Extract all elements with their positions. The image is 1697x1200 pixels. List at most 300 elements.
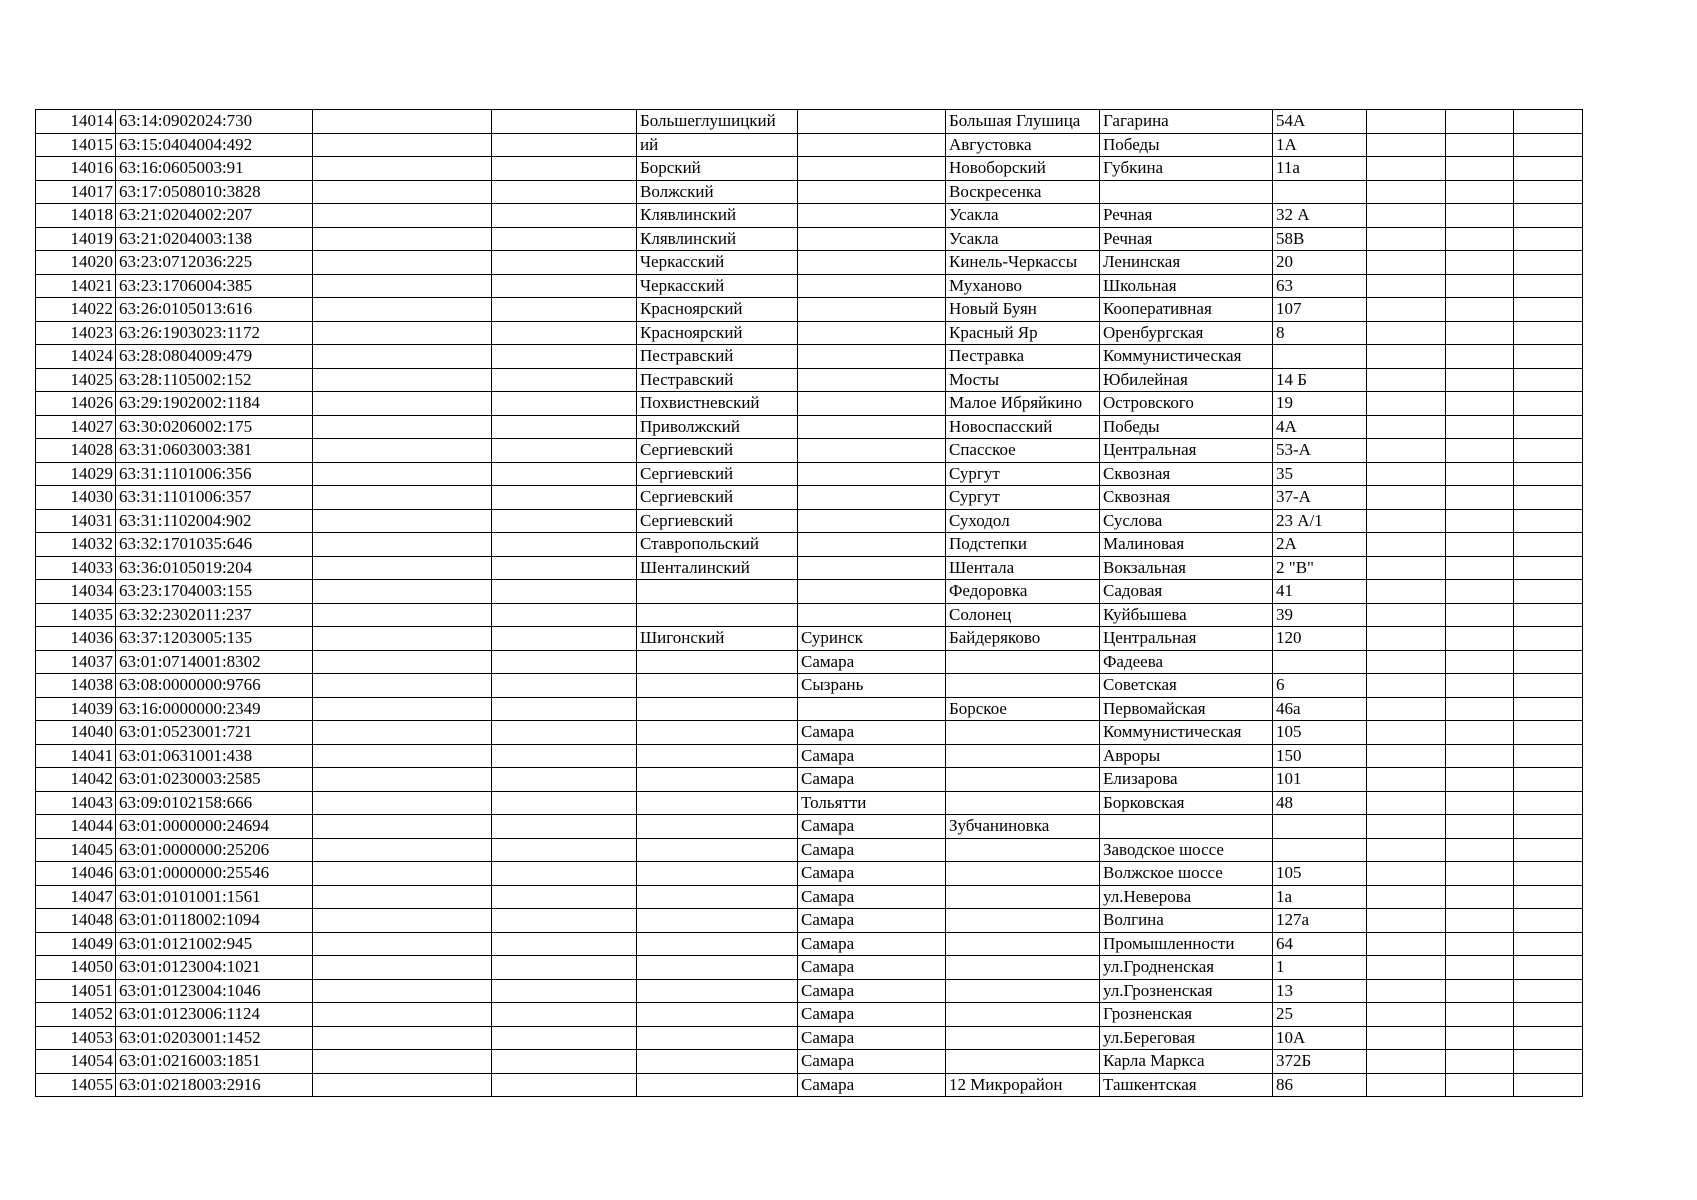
empty-cell-d — [1446, 204, 1514, 228]
district-cell — [637, 1003, 798, 1027]
house-number-cell: 14 Б — [1273, 368, 1367, 392]
empty-cell-d — [1446, 838, 1514, 862]
empty-cell-d — [1446, 157, 1514, 181]
settlement-cell: Суходол — [946, 509, 1100, 533]
district-cell — [637, 650, 798, 674]
empty-cell-d — [1446, 227, 1514, 251]
empty-cell-a — [313, 157, 492, 181]
empty-cell-a — [313, 744, 492, 768]
street-cell: Юбилейная — [1100, 368, 1273, 392]
row-number-cell: 14021 — [36, 274, 116, 298]
row-number-cell: 14017 — [36, 180, 116, 204]
empty-cell-c — [1367, 791, 1446, 815]
empty-cell-a — [313, 627, 492, 651]
settlement-cell: Солонец — [946, 603, 1100, 627]
cadastral-number-cell: 63:36:0105019:204 — [116, 556, 313, 580]
house-number-cell: 39 — [1273, 603, 1367, 627]
city-cell: Самара — [798, 1073, 946, 1097]
house-number-cell: 54А — [1273, 110, 1367, 134]
city-cell: Самара — [798, 650, 946, 674]
settlement-cell — [946, 721, 1100, 745]
table-row — [36, 768, 1583, 792]
empty-cell-e — [1514, 180, 1583, 204]
street-cell: ул.Береговая — [1100, 1026, 1273, 1050]
empty-cell-a — [313, 674, 492, 698]
empty-cell-e — [1514, 251, 1583, 275]
settlement-cell: Шентала — [946, 556, 1100, 580]
row-number-cell: 14054 — [36, 1050, 116, 1074]
empty-cell-e — [1514, 133, 1583, 157]
district-cell: Черкасский — [637, 251, 798, 275]
street-cell: Заводское шоссе — [1100, 838, 1273, 862]
row-number-cell: 14037 — [36, 650, 116, 674]
empty-cell-d — [1446, 1003, 1514, 1027]
empty-cell-b — [492, 110, 637, 134]
empty-cell-c — [1367, 486, 1446, 510]
row-number-cell: 14044 — [36, 815, 116, 839]
street-cell: Сквозная — [1100, 486, 1273, 510]
empty-cell-e — [1514, 298, 1583, 322]
table-row — [36, 345, 1583, 369]
street-cell: Первомайская — [1100, 697, 1273, 721]
table-row — [36, 862, 1583, 886]
row-number-cell: 14041 — [36, 744, 116, 768]
empty-cell-e — [1514, 204, 1583, 228]
empty-cell-b — [492, 298, 637, 322]
empty-cell-c — [1367, 932, 1446, 956]
street-cell: Елизарова — [1100, 768, 1273, 792]
district-cell: Ставропольский — [637, 533, 798, 557]
empty-cell-b — [492, 1026, 637, 1050]
cadastral-number-cell: 63:31:1101006:356 — [116, 462, 313, 486]
cadastral-number-cell: 63:28:0804009:479 — [116, 345, 313, 369]
district-cell: Пестравский — [637, 368, 798, 392]
city-cell: Самара — [798, 1050, 946, 1074]
city-cell — [798, 180, 946, 204]
district-cell — [637, 697, 798, 721]
house-number-cell: 46а — [1273, 697, 1367, 721]
house-number-cell: 120 — [1273, 627, 1367, 651]
settlement-cell: Новый Буян — [946, 298, 1100, 322]
district-cell — [637, 674, 798, 698]
district-cell — [637, 862, 798, 886]
row-number-cell: 14048 — [36, 909, 116, 933]
empty-cell-b — [492, 462, 637, 486]
empty-cell-d — [1446, 956, 1514, 980]
house-number-cell — [1273, 180, 1367, 204]
table-row — [36, 650, 1583, 674]
city-cell: Сызрань — [798, 674, 946, 698]
cadastral-number-cell: 63:31:1102004:902 — [116, 509, 313, 533]
cadastral-number-cell: 63:01:0123004:1021 — [116, 956, 313, 980]
city-cell — [798, 345, 946, 369]
cadastral-number-cell: 63:01:0218003:2916 — [116, 1073, 313, 1097]
table-row — [36, 815, 1583, 839]
cadastral-number-cell: 63:21:0204003:138 — [116, 227, 313, 251]
cadastral-number-cell: 63:01:0523001:721 — [116, 721, 313, 745]
empty-cell-a — [313, 509, 492, 533]
cadastral-number-cell: 63:30:0206002:175 — [116, 415, 313, 439]
row-number-cell: 14050 — [36, 956, 116, 980]
settlement-cell — [946, 768, 1100, 792]
house-number-cell: 2А — [1273, 533, 1367, 557]
table-row — [36, 251, 1583, 275]
empty-cell-c — [1367, 345, 1446, 369]
empty-cell-e — [1514, 721, 1583, 745]
empty-cell-e — [1514, 110, 1583, 134]
city-cell — [798, 274, 946, 298]
district-cell: Шенталинский — [637, 556, 798, 580]
empty-cell-c — [1367, 368, 1446, 392]
empty-cell-b — [492, 909, 637, 933]
empty-cell-e — [1514, 627, 1583, 651]
settlement-cell — [946, 674, 1100, 698]
empty-cell-a — [313, 533, 492, 557]
table-row — [36, 439, 1583, 463]
empty-cell-b — [492, 885, 637, 909]
empty-cell-c — [1367, 815, 1446, 839]
district-cell: Черкасский — [637, 274, 798, 298]
empty-cell-d — [1446, 392, 1514, 416]
empty-cell-a — [313, 932, 492, 956]
table-row — [36, 838, 1583, 862]
cadastral-number-cell: 63:01:0203001:1452 — [116, 1026, 313, 1050]
row-number-cell: 14042 — [36, 768, 116, 792]
empty-cell-d — [1446, 862, 1514, 886]
district-cell — [637, 1050, 798, 1074]
house-number-cell: 4А — [1273, 415, 1367, 439]
empty-cell-a — [313, 556, 492, 580]
table-row — [36, 1050, 1583, 1074]
settlement-cell: Усакла — [946, 204, 1100, 228]
empty-cell-a — [313, 697, 492, 721]
house-number-cell: 25 — [1273, 1003, 1367, 1027]
empty-cell-c — [1367, 180, 1446, 204]
empty-cell-a — [313, 462, 492, 486]
street-cell: ул.Гродненская — [1100, 956, 1273, 980]
empty-cell-c — [1367, 1050, 1446, 1074]
district-cell: Клявлинский — [637, 204, 798, 228]
city-cell: Тольятти — [798, 791, 946, 815]
house-number-cell: 2 "В" — [1273, 556, 1367, 580]
empty-cell-b — [492, 204, 637, 228]
row-number-cell: 14047 — [36, 885, 116, 909]
city-cell: Суринск — [798, 627, 946, 651]
empty-cell-a — [313, 1050, 492, 1074]
table-row — [36, 204, 1583, 228]
empty-cell-d — [1446, 721, 1514, 745]
street-cell: ул.Грозненская — [1100, 979, 1273, 1003]
empty-cell-d — [1446, 885, 1514, 909]
empty-cell-a — [313, 603, 492, 627]
row-number-cell: 14035 — [36, 603, 116, 627]
empty-cell-b — [492, 509, 637, 533]
empty-cell-c — [1367, 415, 1446, 439]
empty-cell-a — [313, 979, 492, 1003]
empty-cell-c — [1367, 556, 1446, 580]
row-number-cell: 14016 — [36, 157, 116, 181]
cadastral-number-cell: 63:16:0000000:2349 — [116, 697, 313, 721]
empty-cell-b — [492, 157, 637, 181]
city-cell — [798, 133, 946, 157]
cadastral-number-cell: 63:08:0000000:9766 — [116, 674, 313, 698]
house-number-cell: 32 А — [1273, 204, 1367, 228]
empty-cell-c — [1367, 533, 1446, 557]
empty-cell-b — [492, 768, 637, 792]
settlement-cell: Кинель-Черкассы — [946, 251, 1100, 275]
settlement-cell: Сургут — [946, 462, 1100, 486]
house-number-cell: 11а — [1273, 157, 1367, 181]
row-number-cell: 14028 — [36, 439, 116, 463]
house-number-cell: 101 — [1273, 768, 1367, 792]
empty-cell-e — [1514, 486, 1583, 510]
street-cell: Ленинская — [1100, 251, 1273, 275]
table-row — [36, 627, 1583, 651]
house-number-cell: 127а — [1273, 909, 1367, 933]
cadastral-number-cell: 63:26:0105013:616 — [116, 298, 313, 322]
cadastral-number-cell: 63:01:0230003:2585 — [116, 768, 313, 792]
house-number-cell: 105 — [1273, 721, 1367, 745]
empty-cell-d — [1446, 462, 1514, 486]
row-number-cell: 14051 — [36, 979, 116, 1003]
empty-cell-c — [1367, 1026, 1446, 1050]
settlement-cell — [946, 885, 1100, 909]
house-number-cell: 37-А — [1273, 486, 1367, 510]
empty-cell-b — [492, 721, 637, 745]
row-number-cell: 14029 — [36, 462, 116, 486]
empty-cell-a — [313, 838, 492, 862]
row-number-cell: 14015 — [36, 133, 116, 157]
settlement-cell: Усакла — [946, 227, 1100, 251]
row-number-cell: 14034 — [36, 580, 116, 604]
empty-cell-e — [1514, 603, 1583, 627]
city-cell — [798, 227, 946, 251]
city-cell — [798, 157, 946, 181]
settlement-cell: Сургут — [946, 486, 1100, 510]
table-row — [36, 674, 1583, 698]
settlement-cell — [946, 838, 1100, 862]
cadastral-number-cell: 63:23:0712036:225 — [116, 251, 313, 275]
city-cell — [798, 110, 946, 134]
city-cell: Самара — [798, 979, 946, 1003]
table-row — [36, 180, 1583, 204]
street-cell: Коммунистическая — [1100, 721, 1273, 745]
settlement-cell: Федоровка — [946, 580, 1100, 604]
empty-cell-a — [313, 251, 492, 275]
empty-cell-c — [1367, 509, 1446, 533]
cadastral-number-cell: 63:14:0902024:730 — [116, 110, 313, 134]
house-number-cell: 1 — [1273, 956, 1367, 980]
street-cell: Советская — [1100, 674, 1273, 698]
empty-cell-c — [1367, 956, 1446, 980]
street-cell: Малиновая — [1100, 533, 1273, 557]
empty-cell-d — [1446, 744, 1514, 768]
empty-cell-e — [1514, 556, 1583, 580]
table-row — [36, 1003, 1583, 1027]
empty-cell-b — [492, 956, 637, 980]
empty-cell-d — [1446, 368, 1514, 392]
empty-cell-b — [492, 345, 637, 369]
table-row — [36, 791, 1583, 815]
city-cell — [798, 580, 946, 604]
row-number-cell: 14030 — [36, 486, 116, 510]
street-cell — [1100, 180, 1273, 204]
district-cell — [637, 603, 798, 627]
settlement-cell: Воскресенка — [946, 180, 1100, 204]
empty-cell-c — [1367, 157, 1446, 181]
settlement-cell — [946, 1003, 1100, 1027]
row-number-cell: 14038 — [36, 674, 116, 698]
settlement-cell — [946, 956, 1100, 980]
street-cell: Вокзальная — [1100, 556, 1273, 580]
district-cell — [637, 791, 798, 815]
table-row — [36, 697, 1583, 721]
city-cell — [798, 697, 946, 721]
empty-cell-c — [1367, 979, 1446, 1003]
empty-cell-e — [1514, 439, 1583, 463]
empty-cell-d — [1446, 932, 1514, 956]
district-cell: Похвистневский — [637, 392, 798, 416]
empty-cell-e — [1514, 274, 1583, 298]
empty-cell-d — [1446, 251, 1514, 275]
district-cell — [637, 815, 798, 839]
street-cell: Губкина — [1100, 157, 1273, 181]
empty-cell-d — [1446, 439, 1514, 463]
table-row — [36, 580, 1583, 604]
row-number-cell: 14049 — [36, 932, 116, 956]
house-number-cell: 1а — [1273, 885, 1367, 909]
empty-cell-c — [1367, 462, 1446, 486]
empty-cell-a — [313, 650, 492, 674]
empty-cell-b — [492, 932, 637, 956]
city-cell — [798, 533, 946, 557]
street-cell: Школьная — [1100, 274, 1273, 298]
street-cell: Речная — [1100, 227, 1273, 251]
settlement-cell: Борское — [946, 697, 1100, 721]
row-number-cell: 14027 — [36, 415, 116, 439]
table-row — [36, 556, 1583, 580]
empty-cell-a — [313, 392, 492, 416]
house-number-cell: 6 — [1273, 674, 1367, 698]
settlement-cell: Малое Ибряйкино — [946, 392, 1100, 416]
empty-cell-d — [1446, 674, 1514, 698]
city-cell: Самара — [798, 1026, 946, 1050]
city-cell: Самара — [798, 815, 946, 839]
house-number-cell — [1273, 345, 1367, 369]
cadastral-number-cell: 63:31:1101006:357 — [116, 486, 313, 510]
empty-cell-c — [1367, 1073, 1446, 1097]
table-row — [36, 274, 1583, 298]
house-number-cell: 63 — [1273, 274, 1367, 298]
street-cell: Борковская — [1100, 791, 1273, 815]
empty-cell-e — [1514, 885, 1583, 909]
empty-cell-e — [1514, 1003, 1583, 1027]
empty-cell-d — [1446, 580, 1514, 604]
house-number-cell: 105 — [1273, 862, 1367, 886]
district-cell: Сергиевский — [637, 486, 798, 510]
house-number-cell: 8 — [1273, 321, 1367, 345]
city-cell — [798, 368, 946, 392]
empty-cell-c — [1367, 627, 1446, 651]
settlement-cell: Августовка — [946, 133, 1100, 157]
empty-cell-c — [1367, 721, 1446, 745]
empty-cell-c — [1367, 204, 1446, 228]
settlement-cell: Зубчаниновка — [946, 815, 1100, 839]
settlement-cell: Пестравка — [946, 345, 1100, 369]
settlement-cell: Большая Глушица — [946, 110, 1100, 134]
cadastral-number-cell: 63:01:0000000:24694 — [116, 815, 313, 839]
empty-cell-e — [1514, 1026, 1583, 1050]
district-cell — [637, 932, 798, 956]
row-number-cell: 14026 — [36, 392, 116, 416]
empty-cell-c — [1367, 674, 1446, 698]
district-cell: ий — [637, 133, 798, 157]
city-cell: Самара — [798, 768, 946, 792]
district-cell: Пестравский — [637, 345, 798, 369]
row-number-cell: 14055 — [36, 1073, 116, 1097]
district-cell — [637, 1026, 798, 1050]
empty-cell-b — [492, 815, 637, 839]
empty-cell-a — [313, 909, 492, 933]
settlement-cell — [946, 932, 1100, 956]
empty-cell-d — [1446, 133, 1514, 157]
empty-cell-b — [492, 439, 637, 463]
district-cell — [637, 721, 798, 745]
settlement-cell — [946, 979, 1100, 1003]
cadastral-number-cell: 63:01:0714001:8302 — [116, 650, 313, 674]
empty-cell-b — [492, 791, 637, 815]
empty-cell-e — [1514, 1073, 1583, 1097]
street-cell: Промышленности — [1100, 932, 1273, 956]
empty-cell-d — [1446, 627, 1514, 651]
house-number-cell: 64 — [1273, 932, 1367, 956]
settlement-cell — [946, 650, 1100, 674]
city-cell — [798, 392, 946, 416]
table-row — [36, 486, 1583, 510]
empty-cell-c — [1367, 838, 1446, 862]
empty-cell-a — [313, 580, 492, 604]
empty-cell-c — [1367, 650, 1446, 674]
street-cell: Авроры — [1100, 744, 1273, 768]
empty-cell-c — [1367, 1003, 1446, 1027]
house-number-cell: 372Б — [1273, 1050, 1367, 1074]
street-cell: Центральная — [1100, 627, 1273, 651]
district-cell: Сергиевский — [637, 439, 798, 463]
district-cell — [637, 838, 798, 862]
cadastral-number-cell: 63:01:0631001:438 — [116, 744, 313, 768]
empty-cell-e — [1514, 674, 1583, 698]
row-number-cell: 14019 — [36, 227, 116, 251]
district-cell: Красноярский — [637, 321, 798, 345]
table-row — [36, 509, 1583, 533]
city-cell — [798, 298, 946, 322]
empty-cell-b — [492, 838, 637, 862]
empty-cell-c — [1367, 744, 1446, 768]
empty-cell-e — [1514, 838, 1583, 862]
empty-cell-b — [492, 368, 637, 392]
empty-cell-a — [313, 180, 492, 204]
cadastral-number-cell: 63:32:1701035:646 — [116, 533, 313, 557]
table-row — [36, 392, 1583, 416]
street-cell: Волжское шоссе — [1100, 862, 1273, 886]
city-cell — [798, 509, 946, 533]
empty-cell-a — [313, 768, 492, 792]
empty-cell-d — [1446, 909, 1514, 933]
empty-cell-d — [1446, 274, 1514, 298]
cadastral-number-cell: 63:17:0508010:3828 — [116, 180, 313, 204]
city-cell — [798, 486, 946, 510]
house-number-cell — [1273, 650, 1367, 674]
